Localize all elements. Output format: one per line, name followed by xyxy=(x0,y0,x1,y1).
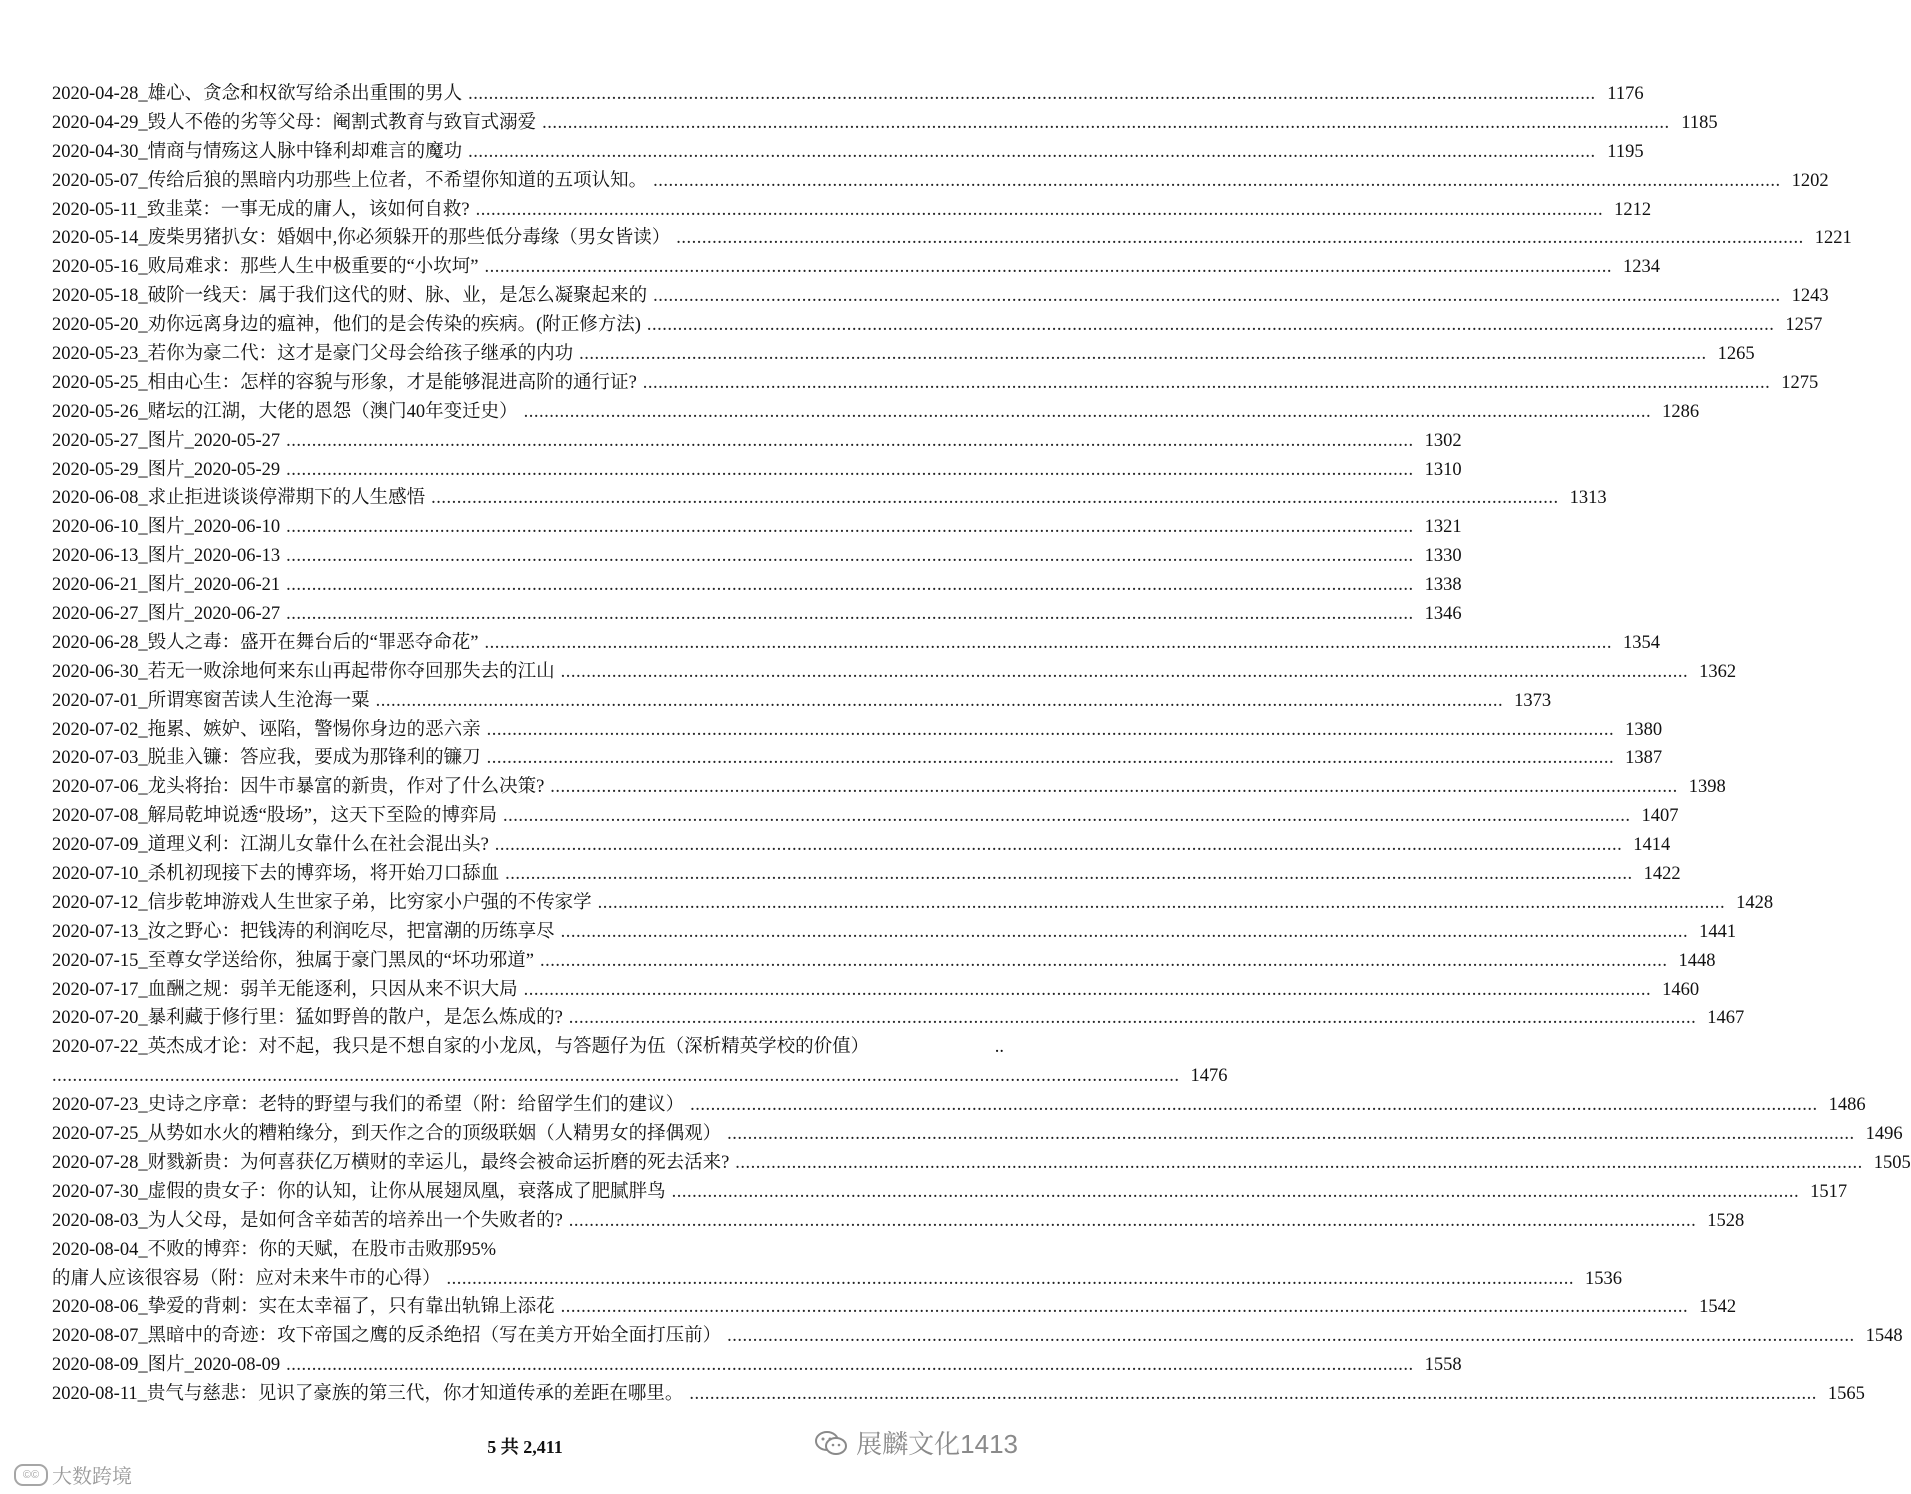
dot-leader: ............................................................................................................................................................................................................................ xyxy=(646,315,1775,336)
dot-leader: ............................................................................................................................................................................................................................ xyxy=(286,546,1414,567)
dot-leader: ............................................................................................................................................................................................................................ xyxy=(375,690,1504,711)
dot-leader: ............................................................................................................................................................................................................................ xyxy=(286,1355,1414,1376)
toc-entry xyxy=(52,513,1462,542)
toc-entry xyxy=(52,1322,1903,1351)
toc-entry-title: 2020-08-07_黑暗中的奇迹：攻下帝国之鹰的反杀绝招（写在美方开始全面打压前） xyxy=(52,1326,722,1347)
toc-entry-page: 1380 xyxy=(1625,719,1663,740)
toc-entry-title: 2020-05-11_致韭菜：一事无成的庸人，该如何自救? xyxy=(52,199,470,220)
toc-entry-title: 2020-08-09_图片_2020-08-09 xyxy=(52,1355,281,1376)
dot-leader: ............................................................................................................................................................................................................................ xyxy=(494,835,1623,856)
toc-entry-title: 2020-07-13_汝之野心：把钱涛的利润吃尽，把富潮的历练享尽 xyxy=(52,921,555,942)
toc-entry xyxy=(52,918,1737,947)
toc-entry-page: 1505 xyxy=(1873,1152,1911,1173)
toc-entry-page: 1460 xyxy=(1662,979,1700,1000)
toc-entry-title: 2020-04-29_毁人不倦的劣等父母：阉割式教育与致盲式溺爱 xyxy=(52,112,537,133)
dot-leader: ............................................................................................................................................................................................................................ xyxy=(727,1124,1855,1145)
toc-entry-title: 2020-07-02_拖累、嫉妒、诬陷，警惕你身边的恶六亲 xyxy=(52,719,481,740)
toc-entry-title: 2020-08-11_贵气与慈悲：见识了豪族的第三代，你才知道传承的差距在哪里。 xyxy=(52,1384,684,1405)
dot-leader: ............................................................................................................................................................................................................................ xyxy=(735,1152,1863,1173)
toc-entry xyxy=(52,1351,1462,1380)
toc-entry xyxy=(52,947,1716,976)
toc-entry-page: 1185 xyxy=(1681,112,1718,133)
watermark-right-text: 展麟文化1413 xyxy=(856,1429,1018,1459)
toc-entry-title: 2020-06-13_图片_2020-06-13 xyxy=(52,546,281,567)
toc-entry-title: 2020-05-14_废柴男猪扒女：婚姻中,你必须躲开的那些低分毒缘（男女皆读） xyxy=(52,228,671,249)
toc-entry xyxy=(52,1236,1004,1265)
dot-leader: ............................................................................................................................................................................................................................ xyxy=(286,604,1414,625)
dot-leader: ............................................................................................................................................................................................................................ xyxy=(568,1210,1697,1231)
toc-entry-title: 2020-05-18_破阶一线天：属于我们这代的财、脉、业，是怎么凝聚起来的 xyxy=(52,286,648,307)
watermark-left-text: 大数跨境 xyxy=(52,1466,132,1488)
dot-leader: ............................................................................................................................................................................................................................ xyxy=(560,1297,1689,1318)
toc-entry-title: 2020-06-21_图片_2020-06-21 xyxy=(52,575,281,596)
dot-leader: ............................................................................................................................................................................................................................ xyxy=(446,1268,1575,1289)
toc-entry-title: 2020-06-28_毁人之毒：盛开在舞台后的“罪恶夺命花” xyxy=(52,632,479,653)
toc-entry-title: 2020-07-12_信步乾坤游戏人生世家子弟，比穷家小户强的不传家学 xyxy=(52,892,592,913)
toc-entry xyxy=(52,1033,1004,1062)
toc-entry xyxy=(52,1062,1228,1091)
toc-entry-title: 2020-07-09_道理义利：江湖儿女靠什么在社会混出头? xyxy=(52,835,489,856)
toc-entry xyxy=(52,600,1462,629)
toc-entry xyxy=(52,340,1755,369)
toc-entry xyxy=(52,976,1700,1005)
toc-entry-title: 2020-07-08_解局乾坤说透“股场”，这天下至险的博弈局 xyxy=(52,806,497,827)
toc-entry-page: 1257 xyxy=(1785,315,1823,336)
toc-entry-page: 1330 xyxy=(1424,546,1462,567)
toc-entry xyxy=(52,571,1462,600)
toc-entry xyxy=(52,311,1823,340)
toc-entry-title: 2020-07-23_史诗之序章：老特的野望与我们的希望（附：给留学生们的建议） xyxy=(52,1095,685,1116)
dot-leader: ............................................................................................................................................................................................................................ xyxy=(475,199,1604,220)
toc-entry xyxy=(52,1207,1745,1236)
toc-entry-title: 2020-05-23_若你为豪二代：这才是豪门父母会给孩子继承的内功 xyxy=(52,344,574,364)
toc-entry xyxy=(52,80,1644,109)
page-number-footer: 5 共 2,411 xyxy=(487,1437,563,1457)
toc-entry-page: 1362 xyxy=(1699,661,1737,682)
toc-entry-page: 1286 xyxy=(1662,401,1700,422)
toc-entry-title: 2020-05-20_劝你远离身边的瘟神，他们的是会传染的疾病。(附正修方法) xyxy=(52,315,641,336)
toc-entry-title: 2020-07-30_虚假的贵女子：你的认知，让你从展翅凤凰，衰落成了肥腻胖鸟 xyxy=(52,1181,666,1202)
toc-entry-page: 1517 xyxy=(1810,1181,1848,1202)
toc-entry-page: 1321 xyxy=(1424,517,1462,538)
dot-leader: ............................................................................................................................................................................................................................ xyxy=(484,257,1612,278)
toc-entry-page: 1176 xyxy=(1607,83,1644,104)
toc-entry xyxy=(52,398,1700,427)
toc-entry-title: 2020-06-10_图片_2020-06-10 xyxy=(52,517,281,538)
dot-leader: ............................................................................................................................................................................................................................ xyxy=(286,430,1414,451)
dot-leader: ............................................................................................................................................................................................................................ xyxy=(653,170,1781,191)
toc-entry xyxy=(52,1178,1848,1207)
toc-entry-page: 1310 xyxy=(1424,459,1462,480)
dot-leader: ............................................................................................................................................................................................................................ xyxy=(690,1095,1818,1116)
toc-entry xyxy=(52,802,1679,831)
toc-entry-page: 1195 xyxy=(1607,141,1644,162)
toc-entry xyxy=(52,484,1607,513)
toc-entry xyxy=(52,1380,1865,1409)
toc-entry-page: 1275 xyxy=(1781,372,1819,393)
toc-entry-title: 2020-05-07_传给后狼的黑暗内功那些上位者，不希望你知道的五项认知。 xyxy=(52,170,648,191)
dot-leader: ............................................................................................................................................................................................................................ xyxy=(523,401,1652,422)
toc-entry-page: 1302 xyxy=(1424,430,1462,451)
toc-entry-page: 1486 xyxy=(1828,1095,1866,1116)
toc-entry-page: 1373 xyxy=(1514,690,1552,711)
dot-leader: ............................................................................................................................................................................................................................ xyxy=(689,1384,1817,1405)
dot-leader: ............................................................................................................................................................................................................................ xyxy=(560,661,1689,682)
toc-entry xyxy=(52,1149,1911,1178)
toc-entry-title: 2020-07-17_血酬之规：弱羊无能逐利，只因从来不识大局 xyxy=(52,979,518,1000)
toc-entry-title: 2020-07-20_暴利藏于修行里：猛如野兽的散户，是怎么炼成的? xyxy=(52,1008,563,1029)
toc-entry-title: 2020-07-28_财戮新贵：为何喜获亿万横财的幸运儿，最终会被命运折磨的死去活来? xyxy=(52,1152,730,1173)
toc-entry-page: 1313 xyxy=(1569,488,1607,509)
toc-entry-title: 2020-05-25_相由心生：怎样的容貌与形象，才是能够混进高阶的通行证? xyxy=(52,372,637,393)
toc-entry-title: 2020-08-03_为人父母，是如何含辛茹苦的培养出一个失败者的? xyxy=(52,1210,563,1231)
toc-entry xyxy=(52,456,1462,485)
dot-leader: ............................................................................................................................................................................................................................ xyxy=(486,748,1615,769)
toc-entry xyxy=(52,1120,1903,1149)
toc-entry xyxy=(52,109,1718,138)
toc-entry-title: 2020-04-28_雄心、贪念和权欲写给杀出重围的男人 xyxy=(52,83,463,104)
toc-entry-page: 1338 xyxy=(1424,575,1462,596)
toc-entry xyxy=(52,658,1737,687)
toc-entry xyxy=(52,196,1652,225)
dot-leader: ............................................................................................................................................................................................................................ xyxy=(642,372,1771,393)
toc-entry-title: 2020-07-03_脱韭入镰：答应我，要成为那锋利的镰刀 xyxy=(52,748,481,769)
toc-entry-title: 2020-08-04_不败的博弈：你的天赋，在股市击败那95% xyxy=(52,1239,496,1260)
toc-entry-title: 2020-05-27_图片_2020-05-27 xyxy=(52,430,281,451)
dot-leader: ............................................................................................................................................................................................................................ xyxy=(653,286,1781,307)
watermark-left xyxy=(14,1460,132,1489)
toc-entry-title: 2020-05-26_赌坛的江湖，大佬的恩怨（澳门40年变迁史） xyxy=(52,401,518,422)
toc-entry xyxy=(52,542,1462,571)
toc-entry-page: 1467 xyxy=(1707,1008,1745,1029)
toc-entry-page: 1221 xyxy=(1814,228,1852,249)
table-of-contents xyxy=(52,80,1911,1409)
toc-entry-page: 1414 xyxy=(1633,835,1671,856)
wechat-icon xyxy=(814,1430,848,1456)
toc-entry xyxy=(52,224,1852,253)
dot-leader: ............................................................................................................................................................................................................................ xyxy=(727,1326,1855,1347)
toc-entry xyxy=(52,1091,1866,1120)
toc-entry-title: 2020-07-06_龙头将抬：因牛市暴富的新贵，作对了什么决策? xyxy=(52,777,545,798)
toc-entry xyxy=(52,629,1660,658)
dot-leader: ............................................................................................................................................................................................................................ xyxy=(671,1181,1800,1202)
toc-entry xyxy=(52,687,1552,716)
toc-entry xyxy=(52,716,1663,745)
toc-entry-title: 2020-07-25_从势如水火的糟粕缘分，到天作之合的顶级联姻（人精男女的择偶观） xyxy=(52,1124,722,1145)
toc-entry xyxy=(52,1293,1737,1322)
toc-entry-title: 2020-07-15_至尊女学送给你，独属于豪门黑凤的“坏功邪道” xyxy=(52,950,534,971)
toc-entry-page: 1422 xyxy=(1643,864,1681,885)
dot-leader: ............................................................................................................................................................................................................................ xyxy=(468,141,1596,162)
toc-entry-title: 2020-07-22_英杰成才论：对不起，我只是不想自家的小龙凤，与答题仔为伍（深析精英学校的价值） xyxy=(52,1037,870,1058)
toc-entry xyxy=(52,167,1829,196)
toc-entry-page: 1387 xyxy=(1625,748,1663,769)
toc-entry xyxy=(52,860,1681,889)
toc-entry xyxy=(52,889,1774,918)
toc-entry xyxy=(52,831,1671,860)
toc-entry-page: 1542 xyxy=(1699,1297,1737,1318)
toc-entry-page: 1398 xyxy=(1688,777,1726,798)
dot-leader: ............................................................................................................................................................................................................................ xyxy=(486,719,1615,740)
dot-leader: ............................................................................................................................................................................................................................ xyxy=(568,1008,1697,1029)
toc-entry-page: 1202 xyxy=(1791,170,1829,191)
toc-entry-title: 2020-06-27_图片_2020-06-27 xyxy=(52,604,281,625)
toc-entry-page: 1528 xyxy=(1707,1210,1745,1231)
toc-entry-title: 2020-06-30_若无一败涂地何来东山再起带你夺回那失去的江山 xyxy=(52,661,555,682)
toc-entry-page: 1476 xyxy=(1190,1066,1228,1087)
toc-entry-title: 2020-05-16_败局难求：那些人生中极重要的“小坎坷” xyxy=(52,257,479,278)
dot-leader: ............................................................................................................................................................................................................................ xyxy=(468,83,1596,104)
dot-leader: ............................................................................................................................................................................................................................ xyxy=(286,459,1414,480)
toc-entry-title: 的庸人应该很容易（附：应对未来牛市的心得） xyxy=(52,1268,441,1289)
toc-entry-page: 1212 xyxy=(1614,199,1652,220)
dot-leader: ............................................................................................................................................................................................................................ xyxy=(676,228,1804,249)
toc-entry xyxy=(52,138,1644,167)
dot-leader: ............................................................................................................................................................................................................................ xyxy=(505,864,1633,885)
toc-entry-page: 1428 xyxy=(1736,892,1774,913)
toc-entry-title: 2020-07-01_所谓寒窗苦读人生沧海一粟 xyxy=(52,690,370,711)
toc-entry-title: 2020-07-10_杀机初现接下去的博弈场，将开始刀口舔血 xyxy=(52,864,500,885)
toc-entry-page: 1265 xyxy=(1717,344,1755,364)
dot-leader: ............................................................................................................................................................................................................................ xyxy=(52,1066,1180,1087)
toc-entry-page: 1234 xyxy=(1623,257,1660,278)
dot-leader: ............................................................................................................................................................................................................................ xyxy=(503,806,1631,827)
toc-entry-page: 1407 xyxy=(1641,806,1679,827)
dot-leader: ............................................................................................................................................................................................................................ xyxy=(597,892,1726,913)
toc-entry-page: 1558 xyxy=(1424,1355,1462,1376)
toc-entry xyxy=(52,744,1663,773)
toc-entry xyxy=(52,253,1660,282)
dot-leader: ............................................................................................................................................................................................................................ xyxy=(431,488,1559,509)
toc-entry-page: 1565 xyxy=(1827,1384,1865,1405)
toc-entry xyxy=(52,773,1726,802)
toc-entry-page: 1243 xyxy=(1791,286,1829,307)
toc-entry xyxy=(52,1005,1745,1034)
dot-leader: ............................................................................................................................................................................................................................ xyxy=(286,575,1414,596)
toc-entry-title: 2020-05-29_图片_2020-05-29 xyxy=(52,459,281,480)
toc-entry-page: 1496 xyxy=(1865,1124,1903,1145)
toc-entry xyxy=(52,369,1819,398)
circle-logo-icon: ©© xyxy=(14,1464,48,1486)
dot-leader: ............................................................................................................................................................................................................................ xyxy=(550,777,1678,798)
toc-entry-page: 1448 xyxy=(1678,950,1716,971)
dot-leader: ............................................................................................................................................................................................................................ xyxy=(523,979,1652,1000)
dot-leader: ............................................................................................................................................................................................................................ xyxy=(542,112,1670,133)
toc-entry-title: 2020-04-30_情商与情殇这人脉中锋利却难言的魔功 xyxy=(52,141,463,162)
dot-leader: ............................................................................................................................................................................................................................ xyxy=(540,950,1668,971)
toc-entry-page: 1346 xyxy=(1424,604,1462,625)
toc-entry xyxy=(52,1265,1623,1294)
toc-entry xyxy=(52,282,1829,311)
toc-entry-title: 2020-08-06_挚爱的背刺：实在太幸福了，只有靠出轨锦上添花 xyxy=(52,1297,555,1318)
toc-entry-page: 1441 xyxy=(1699,921,1737,942)
toc-entry-page: 1548 xyxy=(1865,1326,1903,1347)
toc-entry xyxy=(52,427,1462,456)
dot-leader: ............................................................................................................................................................................................................................ xyxy=(579,344,1707,364)
toc-entry-page: 1354 xyxy=(1623,632,1660,653)
dot-leader: ............................................................................................................................................................................................................................ xyxy=(560,921,1689,942)
dot-leader: ............................................................................................................................................................................................................................ xyxy=(286,517,1414,538)
dot-leader: ............................................................................................................................................................................................................................ xyxy=(484,632,1612,653)
dot-leader: .. xyxy=(994,1037,1004,1058)
toc-entry-page: 1536 xyxy=(1585,1268,1623,1289)
toc-entry-title: 2020-06-08_求止拒进谈谈停滞期下的人生感悟 xyxy=(52,488,426,509)
watermark-right xyxy=(814,1424,1018,1461)
